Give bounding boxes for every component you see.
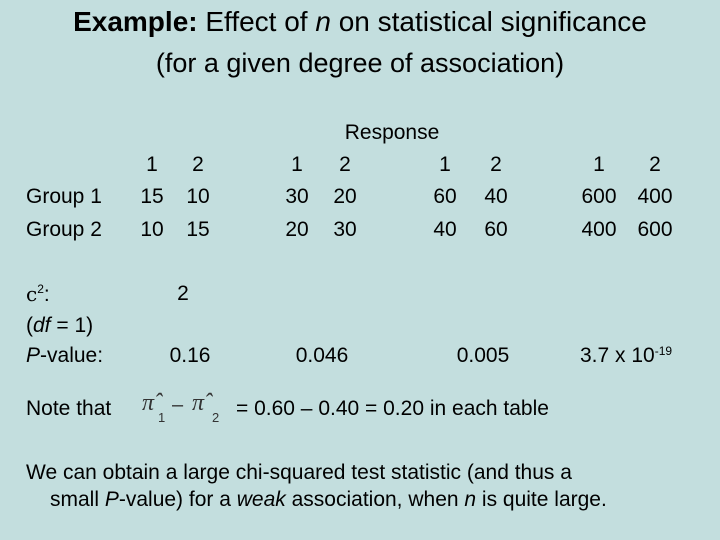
minus-sign: – — [172, 394, 184, 416]
t2-p-value: 0.046 — [295, 344, 349, 367]
pi-hat-1: π̂ — [142, 390, 155, 416]
t1-col2: 2 — [192, 153, 204, 176]
note-suffix: = 0.60 – 0.40 = 0.20 in each table — [236, 397, 549, 420]
t4-col2: 2 — [649, 153, 661, 176]
t3-r2c2: 60 — [484, 218, 508, 241]
conclusion-line2: small P-value) for a weak association, when n is quite large. — [50, 488, 607, 511]
t2-col1: 1 — [291, 153, 303, 176]
p-value-label: P-value: — [26, 344, 104, 367]
t3-r2c1: 40 — [433, 218, 457, 241]
t4-r2c2: 600 — [637, 218, 673, 241]
t2-r2c2: 30 — [333, 218, 357, 241]
note-prefix: Note that — [26, 397, 112, 420]
t4-r1c2: 400 — [637, 185, 673, 208]
t1-chi-value: 2 — [177, 282, 189, 305]
t4-col1: 1 — [593, 153, 605, 176]
conclusion-line1: We can obtain a large chi-squared test statistic (and thus a — [26, 461, 572, 484]
t4-r2c1: 400 — [581, 218, 617, 241]
t2-r1c1: 30 — [285, 185, 309, 208]
df-label: (df = 1) — [26, 314, 94, 337]
pi-sub-2: 2 — [212, 410, 220, 425]
t1-p-value: 0.16 — [169, 344, 211, 367]
t2-r2c1: 20 — [285, 218, 309, 241]
pi-difference-formula — [142, 390, 230, 430]
t3-col1: 1 — [439, 153, 451, 176]
t2-col2: 2 — [339, 153, 351, 176]
t4-r1c1: 600 — [581, 185, 617, 208]
t3-r1c1: 60 — [433, 185, 457, 208]
t2-r1c2: 20 — [333, 185, 357, 208]
t1-col1: 1 — [146, 153, 158, 176]
page-title: Example: Effect of n on statistical significance — [73, 6, 647, 37]
t3-r1c2: 40 — [484, 185, 508, 208]
t3-col2: 2 — [490, 153, 502, 176]
t1-r2c2: 15 — [186, 218, 210, 241]
t1-r2c1: 10 — [140, 218, 164, 241]
page-subtitle: (for a given degree of association) — [155, 48, 565, 78]
row-label-group1: Group 1 — [26, 185, 102, 208]
row-label-group2: Group 2 — [26, 218, 102, 241]
t4-p-value: 3.7 x $10^{-19}$ — [580, 344, 673, 367]
pi-sub-1: 1 — [158, 410, 166, 425]
chi-squared-label: $c^2$: — [26, 282, 50, 306]
response-header: Response — [344, 121, 440, 144]
t3-p-value: 0.005 — [456, 344, 510, 367]
t1-r1c1: 15 — [140, 185, 164, 208]
t1-r1c2: 10 — [186, 185, 210, 208]
pi-hat-2: π̂ — [192, 390, 205, 416]
